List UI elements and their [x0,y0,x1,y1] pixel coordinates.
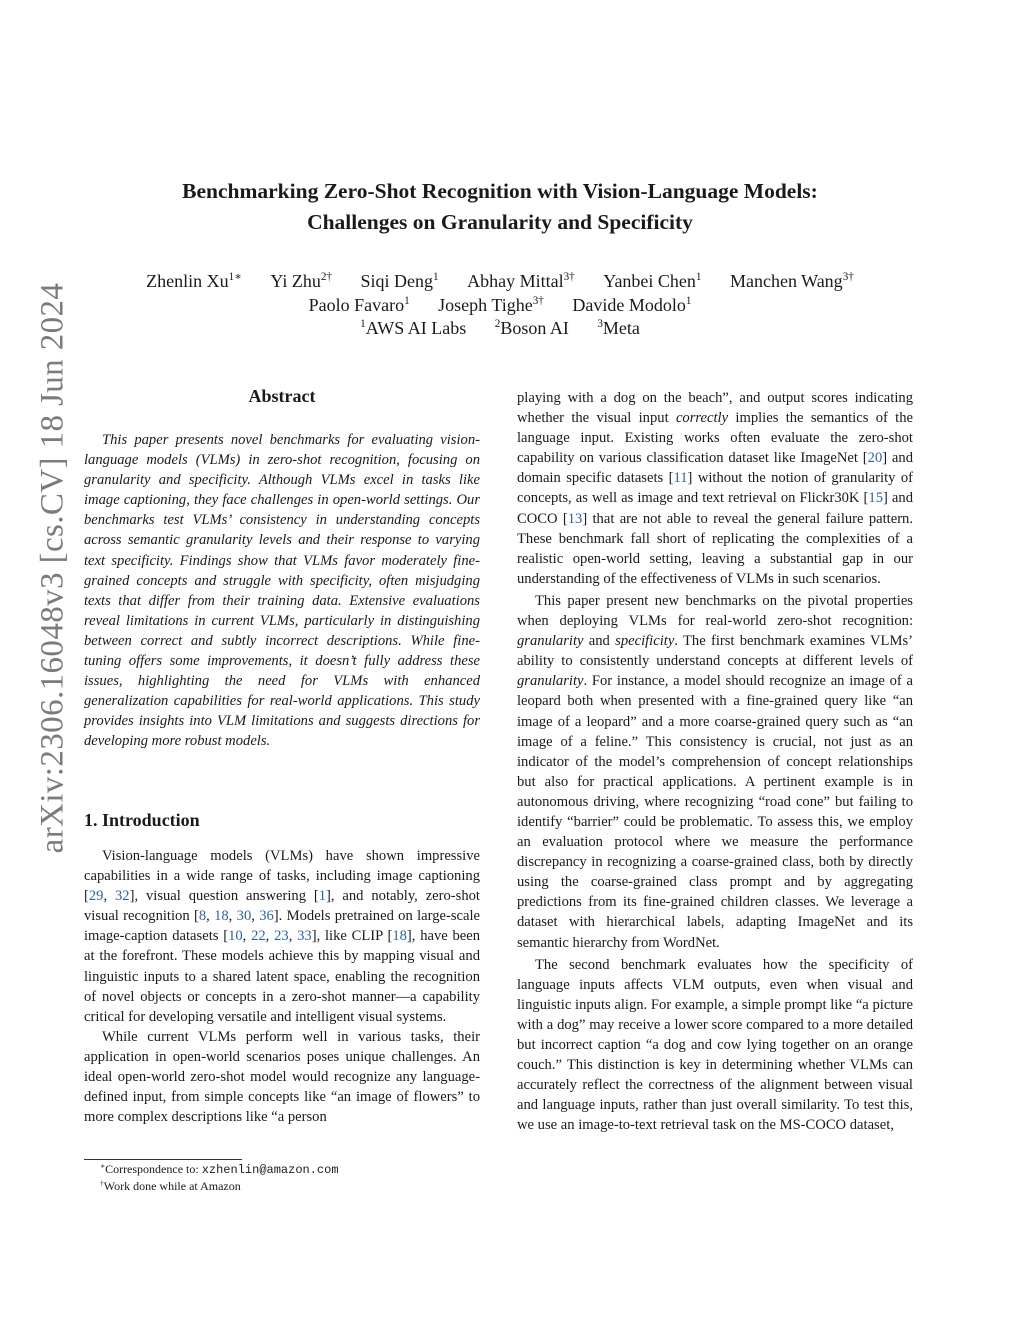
footnote-divider [84,1159,242,1160]
paper-title [0,176,1000,238]
citation-link[interactable]: 18 [214,908,229,925]
citation-link[interactable]: 8 [198,908,207,925]
email-address[interactable]: xzhenlin@amazon.com [201,1163,339,1177]
author: Davide Modolo$^1$ [572,294,692,315]
author-block [0,270,1000,341]
author: Yanbei Chen$^1$ [603,271,702,291]
citation-link[interactable]: 29 [88,888,104,905]
citation-link[interactable]: 20 [867,450,883,467]
right-paragraph-3: The second benchmark evaluates how the specificity of language inputs affects VLM outputs, even when visual and linguistic inputs align. For example, a simple prompt like “a picture with a dog” may receive a lower score compared to a more detailed but incorrect caption “a dog and cow lying together on an orange couch.” This distinction is key in determining whether VLMs can accurately reflect the correctness of the alignment between visual and language inputs, rather than just overall similarity. To test this, we use an image-to-text retrieval task on the MS-COCO dataset, [517,956,913,1134]
introduction-column-right [517,388,913,1135]
abstract-heading: Abstract [248,386,316,406]
citation-link[interactable]: 18 [392,928,407,945]
intro-paragraph-1: Vision-language models (VLMs) have shown impressive capabilities in a wide range of tasks, including image captioning [29, 32], visual question answering [1], and notably, zero-shot visual recognition [8, 18, 30, 36]. Models pretrained on large-scale image-caption datasets [10, 22, 23, 33], like CLIP [18], have been at the forefront. These models achieve this by mapping visual and linguistic inputs to a shared latent space, enabling the recognition of novel objects or concepts in a zero-shot manner—a capability critical for developing versatile and intelligent visual systems. [84,848,481,1025]
arxiv-identifier: arXiv:2306.16048v3 [cs.CV] 18 Jun 2024 [34,282,71,854]
author: Paolo Favaro$^1$ [308,294,410,315]
affiliation: $^1$AWS AI Labs [360,318,467,338]
citation-link[interactable]: 32 [115,888,130,905]
right-paragraph-2: This paper present new benchmarks on the pivotal properties when deploying VLMs for real-world zero-shot recognition: granularity and specificity. The first benchmark examines VLMs’ ability to consistently understand concepts at different levels of granularity. For instance, a model should recognize an image of a leopard both when presented with a fine-grained query like “an image of a leopard” and a more coarse-grained query such as “an image of a feline.” This consistency is crucial, not just as an indicator of the model’s comprehension of concept relationships but also for practical applications. A pertinent example is in autonomous driving, where recognizing “road cone” but failing to identify “barrier” could be problematic. To assess this, we employ an evaluation protocol where we measure the performance discrepancy in recognizing a coarse-grained class, both by directly using the coarse-grained class prompt and by aggregating predictions from its fine-grained children classes. We leverage a dataset with hierarchical labels, adapting ImageNet and its semantic hierarchy from WordNet. [517,592,913,951]
citation-link[interactable]: 10 [228,928,243,945]
citation-link[interactable]: 1 [318,888,327,905]
affiliation-row [0,317,1000,341]
author: Abhay Mittal$^{3\dagger}$ [467,271,575,291]
citation-link[interactable]: 11 [673,470,688,487]
citation-link[interactable]: 23 [274,928,289,945]
author: Zhenlin $Xu^{1∗}$ [146,271,242,291]
title-line-1: Benchmarking Zero-Shot Recognition with Vision-Language Models: [182,179,818,203]
author: Joseph Tighe$^{3\dagger}$ [438,294,544,315]
author: Manchen Wang$^{3\dagger}$ [730,271,854,291]
right-paragraph-1: playing with a dog on the beach”, and output scores indicating whether the visual input correctly implies the semantics of the language input. Existing works often evaluate the zero-shot capability on various classification dataset like ImageNet [20] and domain specific datasets [11] without the notion of granularity of concepts, as well as image and text retrieval on Flickr30K [15] and COCO [13] that are not able to reveal the general failure pattern. These benchmark fall short of replicating the complexities of a realistic open-world setting, leaving a substantial gap in our understanding of the effectiveness of VLMs in such scenarios. [517,390,914,587]
citation-link[interactable]: 36 [259,908,274,925]
footnote-amazon: †Work done while at Amazon [100,1178,241,1193]
introduction-column-left [84,846,480,1127]
author: Siqi Deng$^1$ [360,271,439,291]
intro-paragraph-2: While current VLMs perform well in various tasks, their application in open-world scenarios poses unique challenges. An ideal open-world zero-shot model would recognize any language-defined input, from simple concepts like “an image of flowers” to more complex descriptions like “a person [84,1028,480,1126]
section-heading-introduction: 1. Introduction [84,810,200,830]
author-row-2 [0,294,1000,318]
citation-link[interactable]: 22 [251,928,266,945]
author-row-1 [0,270,1000,294]
citation-link[interactable]: 33 [297,928,312,945]
affiliation: $^2$Boson AI [494,318,569,338]
citation-link[interactable]: 15 [868,490,883,507]
author: Yi Zhu$^{2\dagger}$ [270,271,332,291]
title-line-2: Challenges on Granularity and Specificity [307,210,693,234]
citation-link[interactable]: 30 [236,908,252,925]
affiliation: $^3$Meta [597,318,640,338]
footnote-correspondence: ∗Correspondence to: xzhenlin@amazon.com [100,1161,339,1177]
abstract-text: This paper presents novel benchmarks for evaluating vision-language models (VLMs) in zero-shot recognition, focusing on granularity and specificity. Although VLMs excel in tasks like image captioning, they face challenges in open-world settings. Our benchmarks test VLMs’ consistency in understanding concepts across semantic granularity levels and their response to varying text specificity. Findings show that VLMs favor moderately fine-grained concepts and struggle with specificity, often misjudging texts that differ from their training data. Extensive evaluations reveal limitations in current VLMs, particularly in distinguishing between correct and subtly incorrect descriptions. While fine-tuning offers some improvements, it doesn’t fully address these issues, highlighting the need for VLMs with enhanced generalization capabilities for real-world applications. This study provides insights into VLM limitations and suggests directions for developing more robust models. [84,432,480,750]
citation-link[interactable]: 13 [567,510,583,527]
